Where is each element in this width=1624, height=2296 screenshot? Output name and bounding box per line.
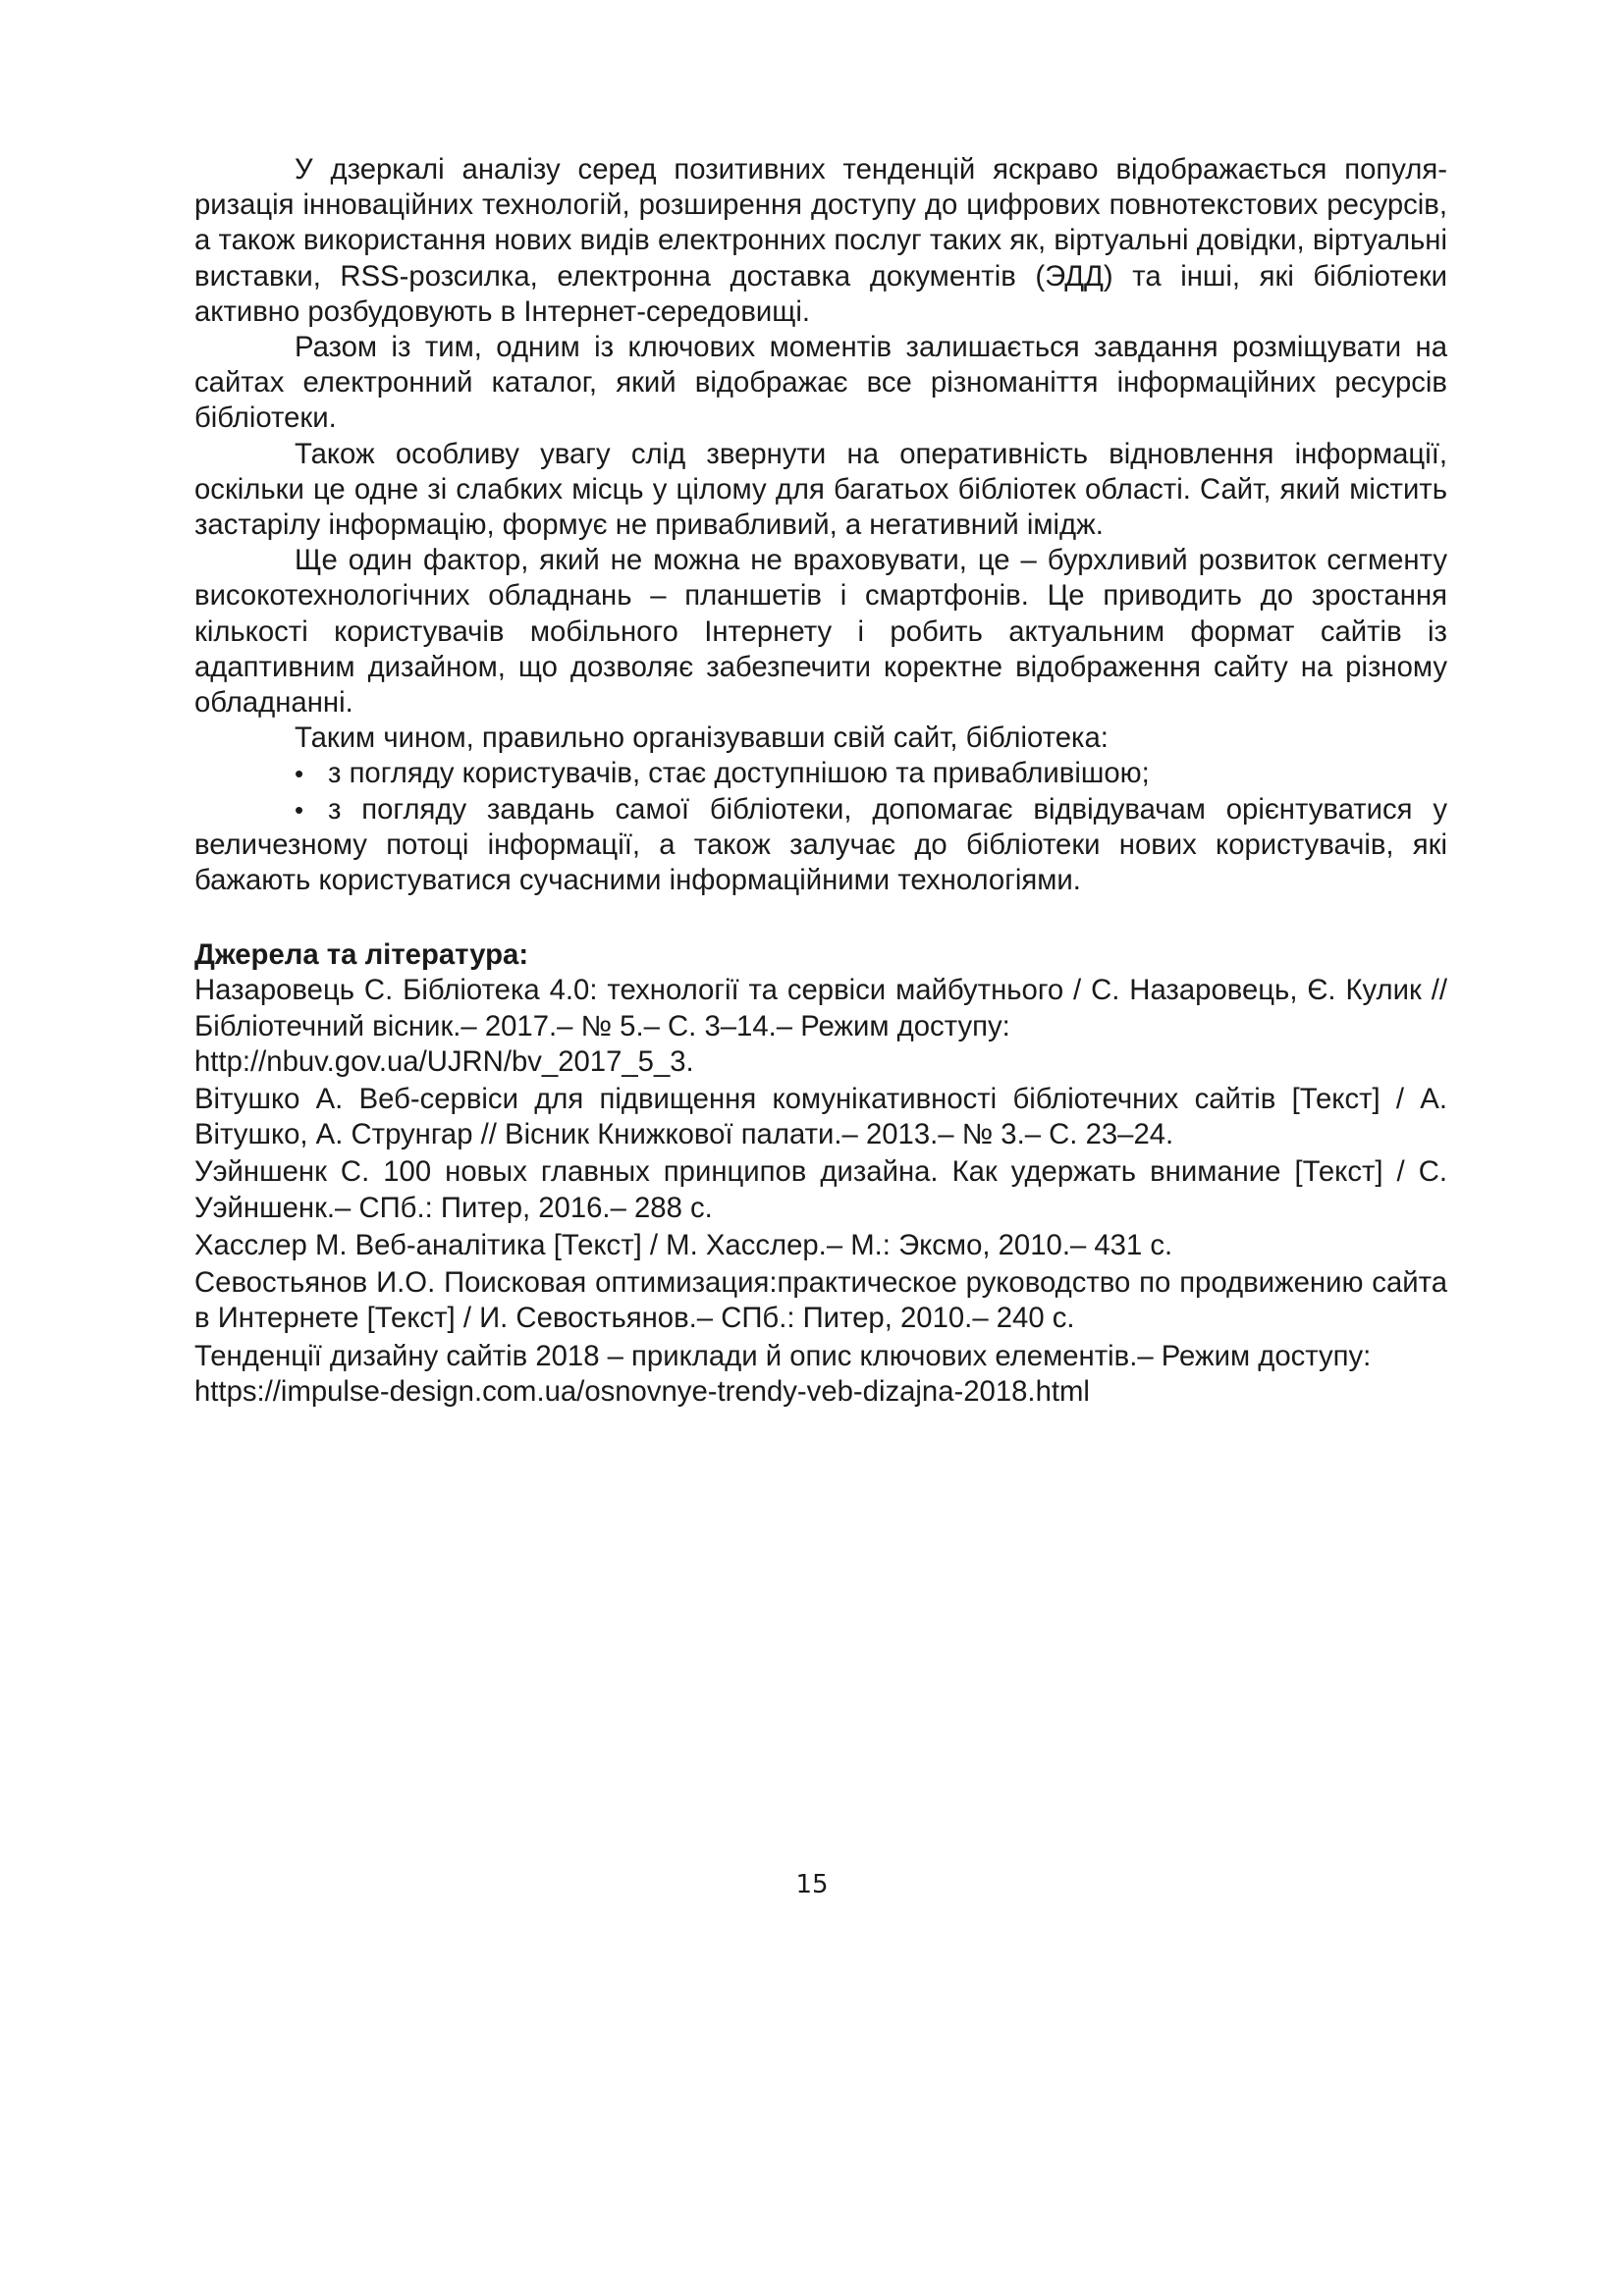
reference-6-link[interactable]: https://impulse-design.com.ua/osnovnye-trendy-veb-dizajna-2018.html	[194, 1374, 1090, 1408]
paragraph-1: У дзеркалі аналізу серед позитивних тенденцій яскраво відображається популяризація інноваційних технологій, розширення доступу до цифрових повнотекстових ресурсів, а також використання нових видів електронних послуг таких як, віртуальні довідки, віртуальні виставки, RSS-розсилка, електронна доставка документів (ЭДД) та інші, які бібліотеки активно розбудовують в Інтернет-середовищі.	[194, 153, 1447, 328]
reference-3	[194, 1154, 1447, 1225]
reference-4-text: Хасслер М. Веб-аналітика [Текст] / М. Хасслер.– М.: Эксмо, 2010.– 431 с.	[194, 1228, 1173, 1261]
bullet-icon: •	[295, 759, 304, 789]
page-body	[194, 152, 1447, 1412]
reference-5-text: Севостьянов И.О. Поисковая оптимизация:практическое руководство по продвижению сайта в Интернете [Текст] / И. Севостьянов.– СПб.: Питер, 2010.– 240 с.	[194, 1266, 1447, 1335]
section-spacer	[194, 898, 1447, 937]
reference-6	[194, 1339, 1447, 1410]
bullet-text-1: з погляду користувачів, стає доступнішою та привабливішою;	[328, 757, 1150, 790]
reference-1	[194, 973, 1447, 1080]
bullet-icon: •	[295, 794, 304, 825]
references-heading: Джерела та література:	[194, 938, 529, 972]
bullet-item-2	[194, 792, 1447, 899]
paragraph-2: Разом із тим, одним із ключових моментів залишається завдання розміщувати на сайтах електронний каталог, який відображає все різноманіття інформаційних ресурсів бібліотеки.	[194, 331, 1447, 435]
reference-4	[194, 1228, 1447, 1263]
reference-2-text: Вітушко А. Веб-сервіси для підвищення комунікативності бібліотечних сайтів [Текст] / А. Вітушко, А. Струнгар // Вісник Книжкової палати.– 2013.– № 3.– С. 23–24.	[194, 1083, 1447, 1151]
paragraph-4: Ще один фактор, який не можна не враховувати, це – бурхливий розвиток сегменту високотехнологічних обладнань – планшетів і смартфонів. Це приводить до зростання кількості користувачів мобільного Інтернету і робить актуальним формат сайтів із адаптивним дизайном, що дозволяє забезпечити коректне відображення сайту на різному обладнанні.	[194, 544, 1447, 720]
reference-1-text: Назаровець С. Бібліотека 4.0: технології та сервіси майбутнього / С. Назаровець, Є. Кулик // Бібліотечний вісник.– 2017.– № 5.– С. 3–14.– Режим доступу:	[194, 974, 1447, 1042]
reference-1-link[interactable]: http://nbuv.gov.ua/UJRN/bv_2017_5_3.	[194, 1044, 694, 1078]
reference-3-text: Уэйншенк С. 100 новых главных принципов дизайна. Как удержать внимание [Текст] / С. Уэйншенк.– СПб.: Питер, 2016.– 288 с.	[194, 1155, 1447, 1224]
bullet-item-1	[194, 756, 1447, 791]
bullet-text-2: з погляду завдань самої бібліотеки, допомагає відвідувачам орієнтуватися у величезному потоці інформації, а також залучає до бібліотеки нових користувачів, які бажають користуватися сучасними інформаційними технологіями.	[194, 792, 1447, 897]
page-number: 15	[795, 1870, 829, 1899]
paragraph-5: Таким чином, правильно організувавши свій сайт, бібліотека:	[295, 721, 1109, 755]
reference-2	[194, 1082, 1447, 1152]
paragraph-3: Також особливу увагу слід звернути на оперативність відновлення інформації, оскільки це одне зі слабких місць у цілому для багатьох бібліотек області. Сайт, який містить застарілу інформацію, формує не привабливий, а негативний імідж.	[194, 437, 1447, 542]
reference-6-text: Тенденції дизайну сайтів 2018 – приклади й опис ключових елементів.– Режим доступу:	[194, 1339, 1372, 1372]
reference-5	[194, 1265, 1447, 1336]
